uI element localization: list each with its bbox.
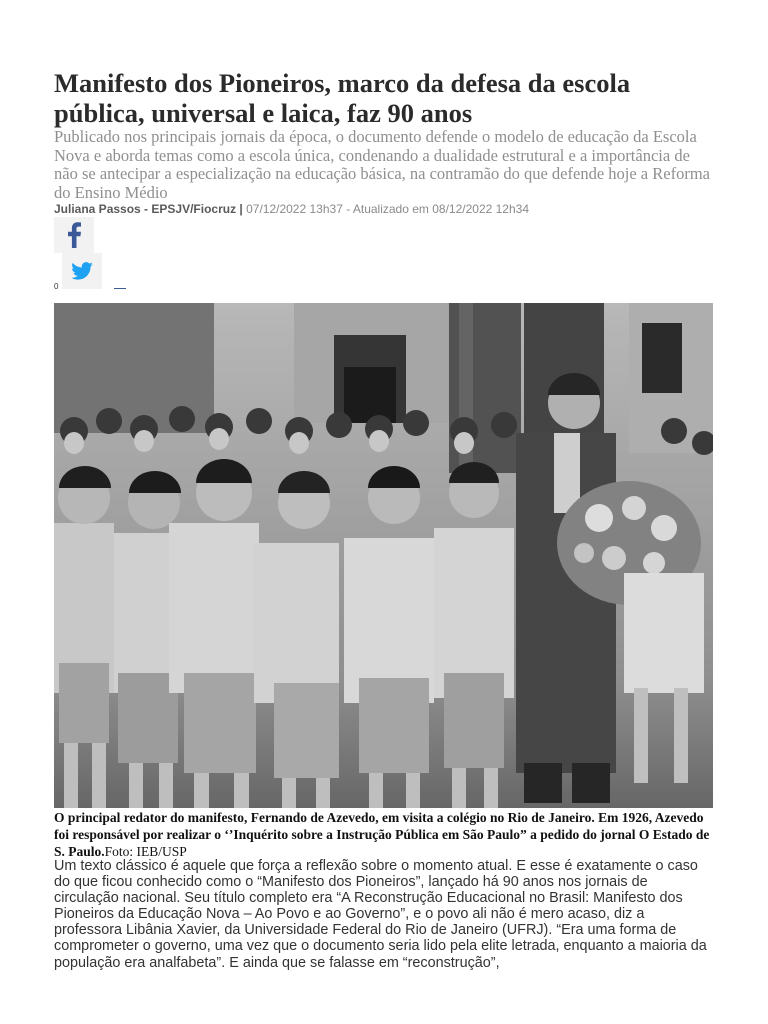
twitter-icon [71,262,93,280]
caption-text: O principal redator do manifesto, Fernando de Azevedo, em visita a colégio no Rio de Janeiro. Em 1926, Azevedo foi responsável por realizar o ‘’Inquérito sobre a Instrução Pública em São Paulo” a pedido do jornal O Estado de S. Paulo. [54,810,710,859]
photo-caption [54,809,714,860]
article-photo [54,303,713,808]
byline [54,202,714,217]
divider [114,288,126,289]
article-body-paragraph: Um texto clássico é aquele que força a reflexão sobre o momento atual. E esse é exatamente o caso do que ficou conhecido como o “Manifesto dos Pioneiros”, lançado há 90 anos nos jornais de circulação nacional. Seu título completo era “A Reconstrução Educacional no Brasil: Manifesto dos Pioneiros da Educação Nova – Ao Povo e ao Governo”, e o povo ali não é mero acaso, diz a professora Libânia Xavier, da Universidade Federal do Rio de Janeiro (UFRJ). “Era uma forma de comprometer o governo, uma vez que o documento seria lido pela elite letrada, enquanto a maioria da população era analfabeta”. E ainda que se falasse em “reconstrução”, [54,858,707,971]
photo-credit: Foto: IEB/USP [104,844,187,859]
facebook-share-button[interactable] [54,217,94,253]
share-count: 0 [54,282,59,291]
article-title: Manifesto dos Pioneiros, marco da defesa da escola pública, universal e laica, faz 90 anos [54,68,631,128]
publish-timestamp: 07/12/2022 13h37 - Atualizado em 08/12/2022 12h34 [242,202,530,216]
twitter-share-button[interactable] [62,253,102,289]
author-name[interactable]: Juliana Passos - EPSJV/Fiocruz | [54,202,243,216]
article-subtitle: Publicado nos principais jornais da época, o documento defende o modelo de educação da Escola Nova e aborda temas como a escola única, condenando a dualidade estrutural e a importância de não se antecipar a especialização na educação básica, na contramão do que defende hoje a Reforma do Ensino Médio [54,127,710,202]
facebook-icon [66,222,82,248]
